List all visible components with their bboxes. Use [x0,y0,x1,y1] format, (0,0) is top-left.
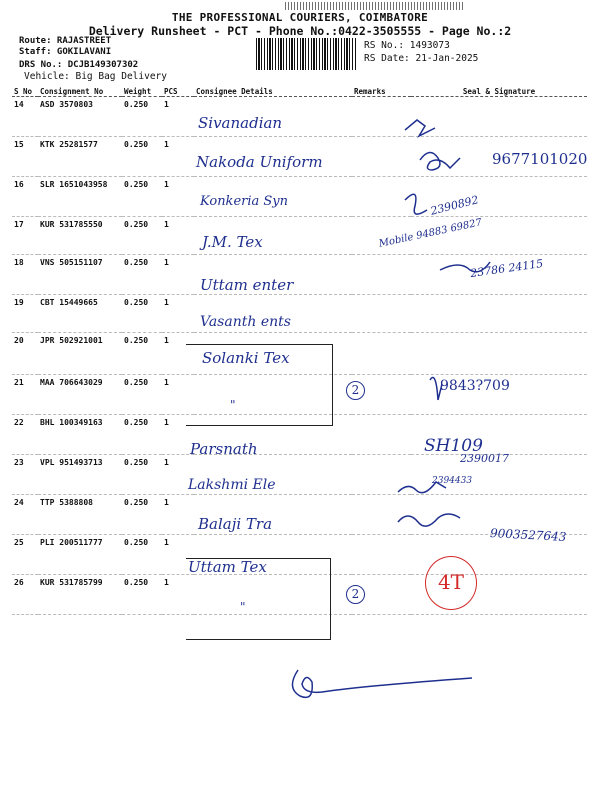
cell-pcs: 1 [164,378,169,387]
drs-number: DRS No.: DCJB149307302 [19,60,139,70]
numbers-18: 23786 24115 [469,256,545,281]
cell-sno: 17 [14,220,24,229]
cell-consignment: BHL 100349163 [40,418,103,427]
cell-weight: 0.250 [124,220,149,229]
route-label: Route: RAJASTREET [19,36,112,46]
mobile-17: Mobile 94883 69827 [378,217,483,250]
cell-pcs: 1 [164,336,169,345]
cell-sno: 19 [14,298,24,307]
phone-16: 2390892 [429,193,480,218]
cell-sno: 20 [14,336,24,345]
consignee-hand-20: Solanki Tex [202,349,290,367]
cell-sno: 15 [14,140,24,149]
col-pcs: PCS [162,86,194,97]
consignee-hand-18: Uttam enter [200,276,294,294]
cell-sno: 24 [14,498,24,507]
cell-pcs: 1 [164,578,169,587]
cell-weight: 0.250 [124,418,149,427]
cell-weight: 0.250 [124,100,149,109]
rs-number: RS No.: 1493073 [364,40,450,51]
cell-consignment: PLI 200511777 [40,538,103,547]
cell-weight: 0.250 [124,578,149,587]
cell-pcs: 1 [164,140,169,149]
consignee-hand-14: Sivanadian [198,114,283,132]
numbers-23: 2394433 [432,476,473,486]
red-circle-mark: 4T [425,556,477,610]
cell-consignment: KUR 531785799 [40,578,103,587]
vehicle-label: Vehicle: Big Bag Delivery [24,71,167,82]
signature-21: 9843?709 [440,378,510,394]
phone-24: 9003527643 [489,526,567,544]
consignee-hand-25: Uttam Tex [188,558,267,576]
cell-pcs: 1 [164,458,169,467]
col-consignee: Consignee Details [194,86,352,97]
consignee-hand-26: " [240,600,246,614]
cell-weight: 0.250 [124,258,149,267]
cell-pcs: 1 [164,298,169,307]
cell-sno: 18 [14,258,24,267]
runsheet-title: Delivery Runsheet - PCT - Phone No.:0422-3505555 - Page No.:2 [88,24,512,38]
cell-weight: 0.250 [124,140,149,149]
cell-sno: 14 [14,100,24,109]
col-consignment: Consignment No [38,86,122,97]
cell-weight: 0.250 [124,538,149,547]
cell-pcs: 1 [164,258,169,267]
cell-sno: 23 [14,458,24,467]
cell-consignment: JPR 502921001 [40,336,103,345]
consignee-hand-16: Konkeria Syn [200,194,289,209]
company-title: THE PROFESSIONAL COURIERS, COIMBATORE [171,11,429,24]
remark-circle-a: 2 [346,381,365,400]
consignee-hand-17: J.M. Tex [202,233,263,251]
cell-pcs: 1 [164,180,169,189]
cell-pcs: 1 [164,538,169,547]
signature-22: SH109 [424,436,483,456]
cell-pcs: 1 [164,418,169,427]
consignee-hand-19: Vasanth ents [200,314,291,330]
cell-pcs: 1 [164,498,169,507]
cell-pcs: 1 [164,100,169,109]
cell-consignment: ASD 3570803 [40,100,93,109]
staff-label: Staff: GOKILAVANI [19,47,112,57]
cell-sno: 25 [14,538,24,547]
cell-weight: 0.250 [124,336,149,345]
numbers-22: 2390017 [460,452,509,465]
col-weight: Weight [122,86,162,97]
consignee-hand-24: Balaji Tra [198,515,273,533]
cell-consignment: MAA 706643029 [40,378,103,387]
phone-15: 9677101020 [492,150,588,168]
cell-consignment: VNS 505151107 [40,258,103,267]
consignee-hand-23: Lakshmi Ele [188,477,276,493]
cell-consignment: TTP 5388808 [40,498,93,507]
cell-weight: 0.250 [124,180,149,189]
cell-weight: 0.250 [124,298,149,307]
remark-circle-b: 2 [346,585,365,604]
cell-sno: 22 [14,418,24,427]
cell-weight: 0.250 [124,458,149,467]
col-signature: Seal & Signature [411,86,587,97]
cell-weight: 0.250 [124,498,149,507]
consignee-hand-15: Nakoda Uniform [196,153,323,171]
rs-date: RS Date: 21-Jan-2025 [364,53,479,64]
cell-sno: 21 [14,378,24,387]
col-remarks: Remarks [352,86,411,97]
cell-sno: 16 [14,180,24,189]
cell-pcs: 1 [164,220,169,229]
cell-consignment: CBT 15449665 [40,298,98,307]
cell-consignment: VPL 951493713 [40,458,103,467]
cell-consignment: SLR 1651043958 [40,180,108,189]
cell-consignment: KTK 25281577 [40,140,98,149]
consignee-hand-22: Parsnath [190,440,258,458]
cell-sno: 26 [14,578,24,587]
cell-consignment: KUR 531785550 [40,220,103,229]
col-sno: S No [12,86,38,97]
cell-weight: 0.250 [124,378,149,387]
consignee-hand-21: " [230,398,236,412]
